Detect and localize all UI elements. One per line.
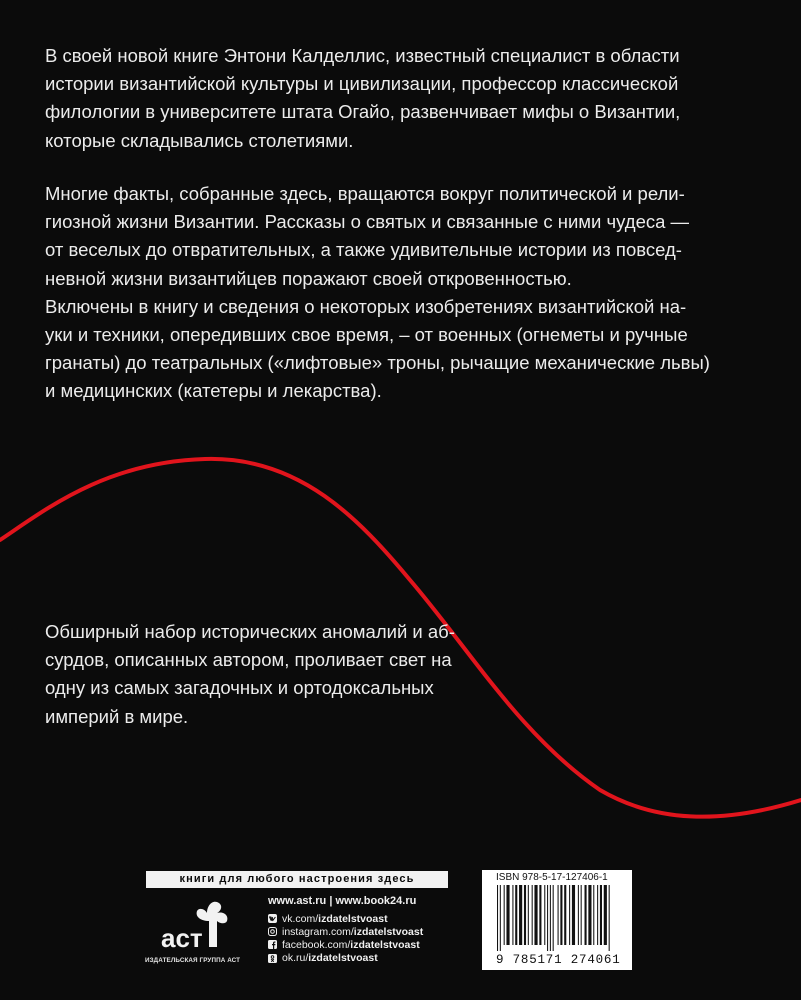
description-paragraph-1 <box>45 42 680 155</box>
vk-icon <box>268 914 277 923</box>
barcode-bar <box>528 885 529 945</box>
text-line: филологии в университете штата Огайо, развенчивает мифы о Византии, <box>45 101 681 123</box>
social-link-vk[interactable] <box>268 912 423 925</box>
barcode-bar <box>585 885 587 945</box>
barcode-bar <box>593 885 594 945</box>
text-line: В своей новой книге Энтони Калделлис, известный специалист в области <box>45 45 680 66</box>
facebook-icon <box>268 940 277 949</box>
text-line: Многие факты, собранные здесь, вращаются вокруг политической и рели- <box>45 183 685 204</box>
barcode-bar <box>588 885 591 945</box>
text-line: империй в мире. <box>45 705 189 727</box>
isbn-block <box>482 870 632 970</box>
instagram-icon <box>268 927 277 936</box>
text-line: уки и техники, опередивших свое время, – от военных (огнеметы и ручные <box>45 324 688 346</box>
barcode-bar <box>504 885 505 945</box>
barcode-bar <box>558 885 559 945</box>
barcode-bar <box>547 885 548 951</box>
barcode-bar <box>539 885 541 945</box>
text-line: гранаты) до театральных («лифтовые» троны, рычащие механические львы) <box>45 352 710 374</box>
barcode-bar <box>544 885 545 945</box>
barcode-bar <box>564 885 566 945</box>
text-line: Обширный набор исторических аномалий и аб- <box>45 621 455 642</box>
description-paragraph-2 <box>45 180 710 406</box>
barcode-bar <box>524 885 526 945</box>
social-handle: izdatelstvoast <box>353 925 424 938</box>
ok-icon <box>268 954 277 963</box>
barcode-bar <box>550 885 551 951</box>
barcode-bar <box>515 885 517 945</box>
imprint-name: ИЗДАТЕЛЬСКАЯ ГРУППА АСТ <box>145 957 241 964</box>
ast-logo <box>157 895 247 955</box>
social-handle: izdatelstvoast <box>308 952 378 965</box>
text-line: от веселых до отвратительных, а также удивительные истории из повсед- <box>45 239 682 261</box>
barcode-bar <box>512 885 513 945</box>
text-line: Включены в книгу и сведения о некоторых изобретениях византийской на- <box>45 295 687 317</box>
social-prefix: facebook.com/ <box>282 938 351 951</box>
barcode-bar <box>569 885 570 945</box>
barcode-bar <box>578 885 579 945</box>
social-link-ok[interactable] <box>268 952 423 965</box>
barcode-bar <box>560 885 562 945</box>
barcode-bar <box>604 885 607 945</box>
barcode-bar <box>553 885 554 951</box>
social-link-facebook[interactable] <box>268 938 423 951</box>
social-links <box>268 912 423 965</box>
barcode <box>496 885 618 951</box>
social-link-instagram[interactable] <box>268 925 423 938</box>
barcode-bar <box>534 885 537 945</box>
barcode-bar <box>506 885 509 945</box>
social-prefix: ok.ru/ <box>282 952 309 965</box>
publisher-websites[interactable]: www.ast.ru | www.book24.ru <box>268 895 417 907</box>
barcode-bar <box>581 885 582 945</box>
social-handle: izdatelstvoast <box>318 912 388 925</box>
barcode-bar <box>609 885 610 951</box>
text-line: сурдов, описанных автором, проливает свет на <box>45 649 452 671</box>
logo-text: aст <box>161 923 203 953</box>
publisher-tagline: книги для любого настроения здесь <box>146 871 448 888</box>
text-line: и медицинских (катетеры и лекарства). <box>45 380 382 402</box>
barcode-bar <box>500 885 501 951</box>
text-line: невной жизни византийцев поражают своей откровенностью. <box>45 267 572 289</box>
text-line: истории византийской культуры и цивилизации, профессор классической <box>45 73 679 95</box>
text-line: одну из самых загадочных и ортодоксальных <box>45 677 434 699</box>
isbn-digits: 9 785171 274061 <box>496 953 621 967</box>
text-line: которые складывались столетиями. <box>45 129 354 151</box>
social-prefix: vk.com/ <box>282 912 319 925</box>
barcode-bar <box>597 885 598 945</box>
barcode-bar <box>532 885 533 945</box>
barcode-bar <box>572 885 575 945</box>
text-line: гиозной жизни Византии. Рассказы о святых и связанные с ними чудеса — <box>45 211 690 233</box>
social-handle: izdatelstvoast <box>350 938 420 951</box>
social-prefix: instagram.com/ <box>282 925 354 938</box>
barcode-bar <box>497 885 498 951</box>
barcode-bar <box>519 885 522 945</box>
summary-paragraph <box>45 618 455 731</box>
isbn-label: ISBN 978-5-17-127406-1 <box>496 872 608 883</box>
barcode-bar <box>600 885 602 945</box>
